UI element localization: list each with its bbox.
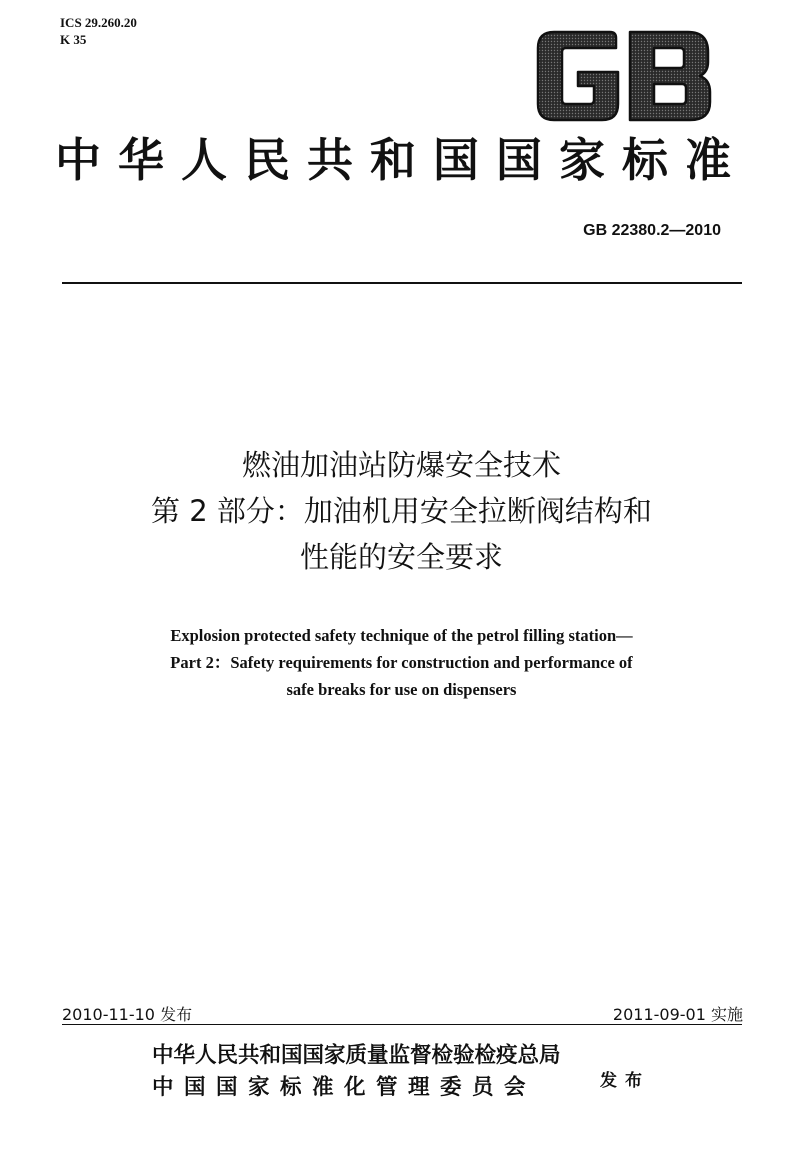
bottom-divider bbox=[62, 1024, 742, 1025]
chinese-title-line-1: 燃油加油站防爆安全技术 bbox=[241, 448, 561, 482]
ccs-code: K 35 bbox=[60, 32, 87, 47]
publisher-aqsiq: 中华人民共和国国家质量监督检验检疫总局 bbox=[152, 1043, 561, 1068]
english-title-line-1: Explosion protected safety technique of the petrol filling station— bbox=[170, 626, 633, 645]
top-divider bbox=[62, 282, 742, 284]
publisher-sac: 中国国家标准化管理委员会 bbox=[152, 1075, 537, 1100]
gb-logo-icon bbox=[532, 28, 716, 124]
national-standard-title: 中华人民共和国国家标准 bbox=[55, 133, 748, 187]
standard-number: GB 22380.2—2010 bbox=[583, 222, 721, 239]
classification-codes bbox=[60, 14, 137, 48]
chinese-title bbox=[40, 442, 763, 580]
english-title-line-2: Part 2：Safety requirements for construction and performance of bbox=[170, 653, 633, 672]
implementation-date: 2011-09-01 实施 bbox=[612, 1005, 743, 1024]
english-title-line-3: safe breaks for use on dispensers bbox=[286, 680, 517, 699]
issue-date: 2010-11-10 发布 bbox=[62, 1005, 193, 1024]
publish-label: 发布 bbox=[600, 1071, 650, 1091]
chinese-title-line-3: 性能的安全要求 bbox=[299, 540, 503, 574]
publishers bbox=[152, 1040, 561, 1104]
ics-code: ICS 29.260.20 bbox=[60, 15, 137, 30]
chinese-title-line-2: 第 2 部分：加油机用安全拉断阀结构和 bbox=[151, 494, 652, 528]
english-title bbox=[40, 622, 763, 703]
